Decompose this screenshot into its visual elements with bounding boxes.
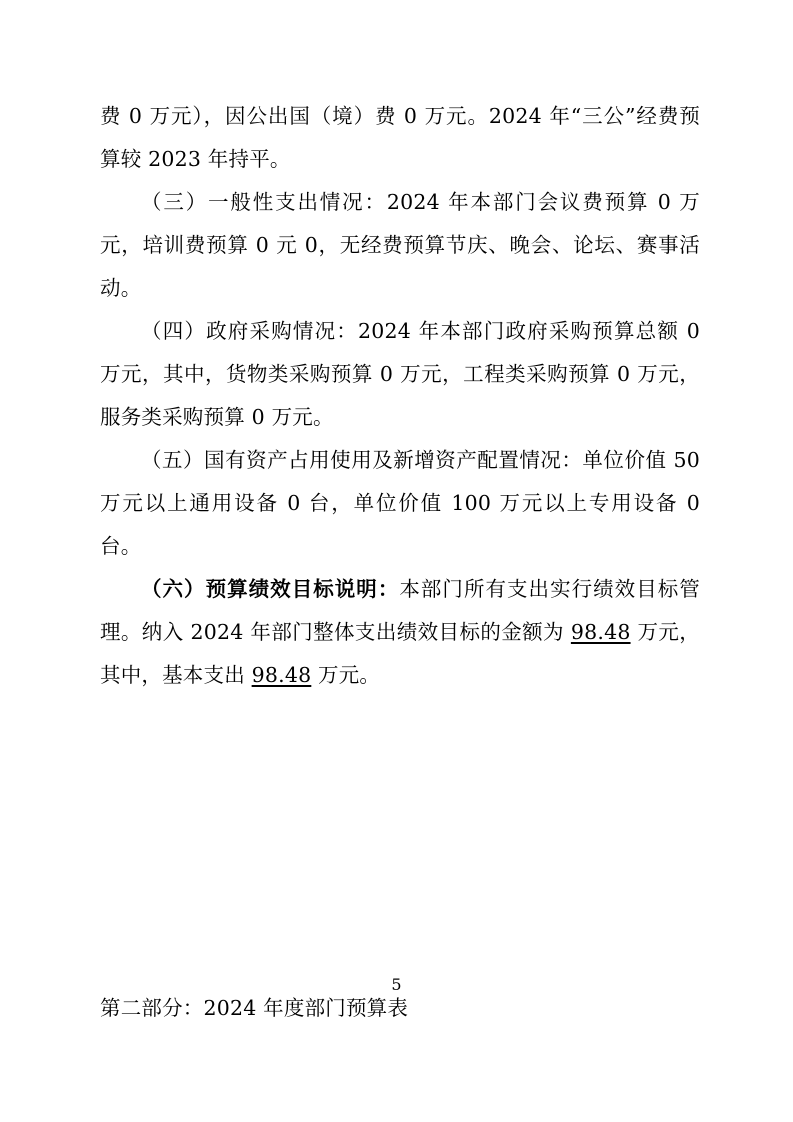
performance-goal-text-3: 万元。 bbox=[311, 663, 381, 687]
paragraph-sangong: 费 0 万元），因公出国（境）费 0 万元。2024 年“三公”经费预算较 2023 年持平。 bbox=[100, 104, 700, 171]
page-number: 5 bbox=[391, 975, 402, 994]
performance-goal-text-1: 本部门所有支出实行绩效目标管理。纳入 2024 年部门整体支出绩效目标的金额为 bbox=[100, 577, 700, 644]
blank-space bbox=[100, 697, 700, 987]
performance-goal-amount-basic: 98.48 bbox=[251, 663, 312, 687]
paragraph-government-procurement: （四）政府采购情况：2024 年本部门政府采购预算总额 0 万元，其中，货物类采购预算 0 万元，工程类采购预算 0 万元，服务类采购预算 0 万元。 bbox=[100, 319, 707, 429]
part-two-heading: 第二部分：2024 年度部门预算表 bbox=[100, 996, 409, 1020]
paragraph-general-expenditure: （三）一般性支出情况：2024 年本部门会议费预算 0 万元，培训费预算 0 元 0，无经费预算节庆、晚会、论坛、赛事活动。 bbox=[100, 190, 700, 300]
paragraph-state-assets: （五）国有资产占用使用及新增资产配置情况：单位价值 50 万元以上通用设备 0 台，单位价值 100 万元以上专用设备 0 台。 bbox=[100, 448, 707, 558]
performance-goal-text-2: 万元，其中，基本支出 bbox=[100, 620, 700, 687]
document-body bbox=[100, 95, 707, 1030]
performance-goal-lead: （六）预算绩效目标说明： bbox=[141, 577, 400, 601]
performance-goal-amount-total: 98.48 bbox=[570, 620, 631, 644]
paragraph-performance-goal bbox=[100, 568, 700, 697]
